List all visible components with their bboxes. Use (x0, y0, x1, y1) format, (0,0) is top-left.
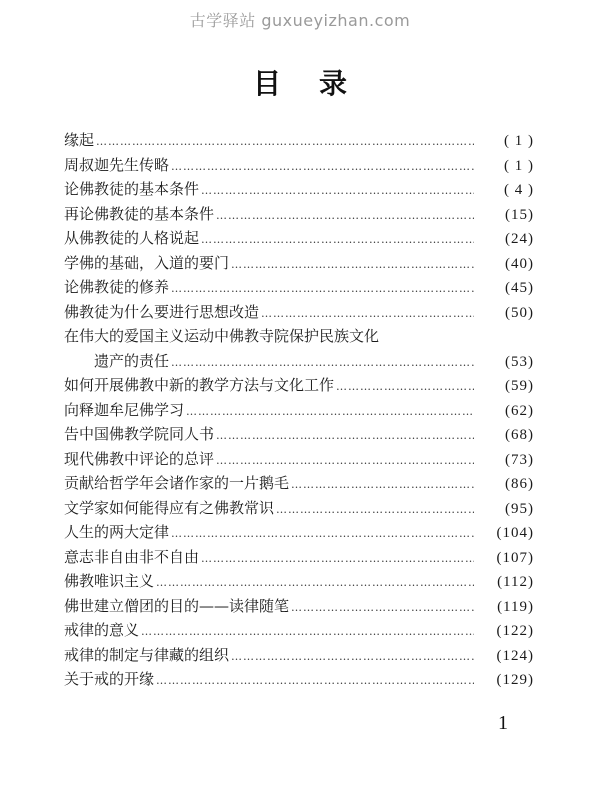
page-number: 1 (498, 712, 508, 734)
toc-entry-page: (73) (505, 451, 534, 468)
toc-entry-title: 周叔迦先生传略 (64, 155, 170, 174)
toc-entry-title: 人生的两大定律 (64, 523, 170, 541)
toc-entry[interactable] (64, 177, 534, 202)
toc-entry-title: 佛教徒为什么要进行思想改造 (64, 302, 260, 321)
toc-entry-page: (59) (505, 378, 534, 394)
toc-dot-leader (171, 522, 474, 547)
toc-entry[interactable] (64, 251, 534, 276)
watermark-text: 古学驿站 guxueyizhan.com (189, 11, 411, 30)
toc-entry-page: (104) (496, 525, 534, 541)
toc-entry-title: 关于戒的开缘 (64, 670, 155, 688)
toc-entry[interactable] (64, 398, 534, 423)
toc-entry[interactable] (64, 300, 534, 325)
toc-entry-title: 告中国佛教学院同人书 (64, 425, 215, 443)
toc-entry[interactable] (64, 226, 534, 251)
toc-dot-leader (216, 449, 474, 474)
toc-entry[interactable] (64, 128, 534, 153)
toc-entry-page: (95) (505, 500, 534, 517)
toc-entry-page: ( 1 ) (504, 133, 534, 149)
toc-entry-page: (68) (505, 427, 534, 443)
toc-dot-leader (171, 155, 474, 180)
toc-entry-page: (124) (496, 647, 534, 664)
toc-dot-leader (186, 400, 474, 425)
toc-entry-page: (129) (496, 672, 534, 688)
toc-entry-title: 佛教唯识主义 (64, 572, 155, 590)
toc-dot-leader (291, 473, 474, 498)
toc-entry-title: 戒律的制定与律藏的组织 (64, 645, 230, 664)
toc-entry-page: (24) (505, 231, 534, 247)
toc-entry[interactable] (64, 667, 534, 692)
toc-entry-title: 如何开展佛教中新的教学方法与文化工作 (64, 376, 335, 394)
toc-entry[interactable] (64, 594, 534, 619)
toc-dot-leader (156, 669, 474, 694)
toc-entry-title: 从佛教徒的人格说起 (64, 229, 200, 247)
toc-dot-leader (276, 498, 474, 523)
toc-entry[interactable] (64, 618, 534, 643)
toc-dot-leader (231, 645, 474, 670)
toc-entry-title: 文学家如何能得应有之佛教常识 (64, 498, 275, 517)
toc-entry-multiline-first[interactable] (64, 324, 534, 349)
toc-dot-leader (231, 253, 474, 278)
toc-dot-leader (261, 302, 474, 327)
toc-entry[interactable] (64, 447, 534, 472)
toc-entry[interactable] (64, 545, 534, 570)
toc-entry[interactable] (64, 202, 534, 227)
toc-entry-title: 在伟大的爱国主义运动中佛教寺院保护民族文化 (64, 327, 380, 345)
toc-entry[interactable] (64, 643, 534, 668)
toc-entry-title: 缘起 (64, 131, 95, 149)
toc-entry-title: 现代佛教中评论的总评 (64, 449, 215, 468)
toc-dot-leader (201, 228, 474, 253)
toc-entry-page: ( 1 ) (504, 157, 534, 174)
toc-entry[interactable] (64, 496, 534, 521)
toc-entry[interactable] (64, 520, 534, 545)
toc-dot-leader (336, 375, 474, 400)
toc-entry-page: (53) (505, 353, 534, 370)
toc-entry-title: 贡献给哲学年会诸作家的一片鹅毛 (64, 474, 290, 492)
toc-entry[interactable] (64, 275, 534, 300)
toc-entry-page: ( 4 ) (504, 182, 534, 198)
toc-dot-leader (291, 596, 474, 621)
toc-dot-leader (171, 351, 474, 376)
toc-entry-page: (86) (505, 476, 534, 492)
toc-entry-page: (122) (496, 623, 534, 639)
toc-entry-page: (50) (505, 304, 534, 321)
toc-entry-page: (62) (505, 402, 534, 419)
page-title: 目录 (252, 67, 385, 100)
toc-dot-leader (141, 620, 474, 645)
toc-entry-title: 意志非自由非不自由 (64, 547, 200, 566)
toc-entry[interactable] (64, 153, 534, 178)
toc-entry-title: 佛世建立僧团的目的——读律随笔 (64, 596, 290, 615)
toc-entry-page: (15) (505, 206, 534, 223)
toc-entry-page: (119) (497, 598, 534, 615)
toc-entry-multiline-continuation[interactable] (64, 349, 534, 374)
toc-entry-page: (40) (505, 255, 534, 272)
toc-dot-leader (156, 571, 474, 596)
toc-dot-leader (216, 204, 474, 229)
toc-dot-leader (171, 277, 474, 302)
toc-entry-title: 再论佛教徒的基本条件 (64, 204, 215, 223)
toc-entry-title: 学佛的基础，入道的要门 (64, 253, 230, 272)
toc-dot-leader (201, 547, 474, 572)
toc-entry[interactable] (64, 471, 534, 496)
toc-entry-page: (112) (497, 574, 534, 590)
toc-entry-page: (107) (496, 549, 534, 566)
toc-dot-leader (201, 179, 474, 204)
toc-entry-title: 向释迦牟尼佛学习 (64, 400, 185, 419)
toc-dot-leader (96, 130, 474, 155)
toc-entry[interactable] (64, 569, 534, 594)
table-of-contents (64, 128, 534, 692)
toc-entry[interactable] (64, 373, 534, 398)
toc-entry-page: (45) (505, 280, 534, 296)
toc-entry-title: 戒律的意义 (64, 621, 140, 639)
toc-entry[interactable] (64, 422, 534, 447)
toc-entry-title: 遗产的责任 (94, 351, 170, 370)
toc-dot-leader (216, 424, 474, 449)
toc-entry-title: 论佛教徒的基本条件 (64, 180, 200, 198)
toc-entry-title: 论佛教徒的修养 (64, 278, 170, 296)
